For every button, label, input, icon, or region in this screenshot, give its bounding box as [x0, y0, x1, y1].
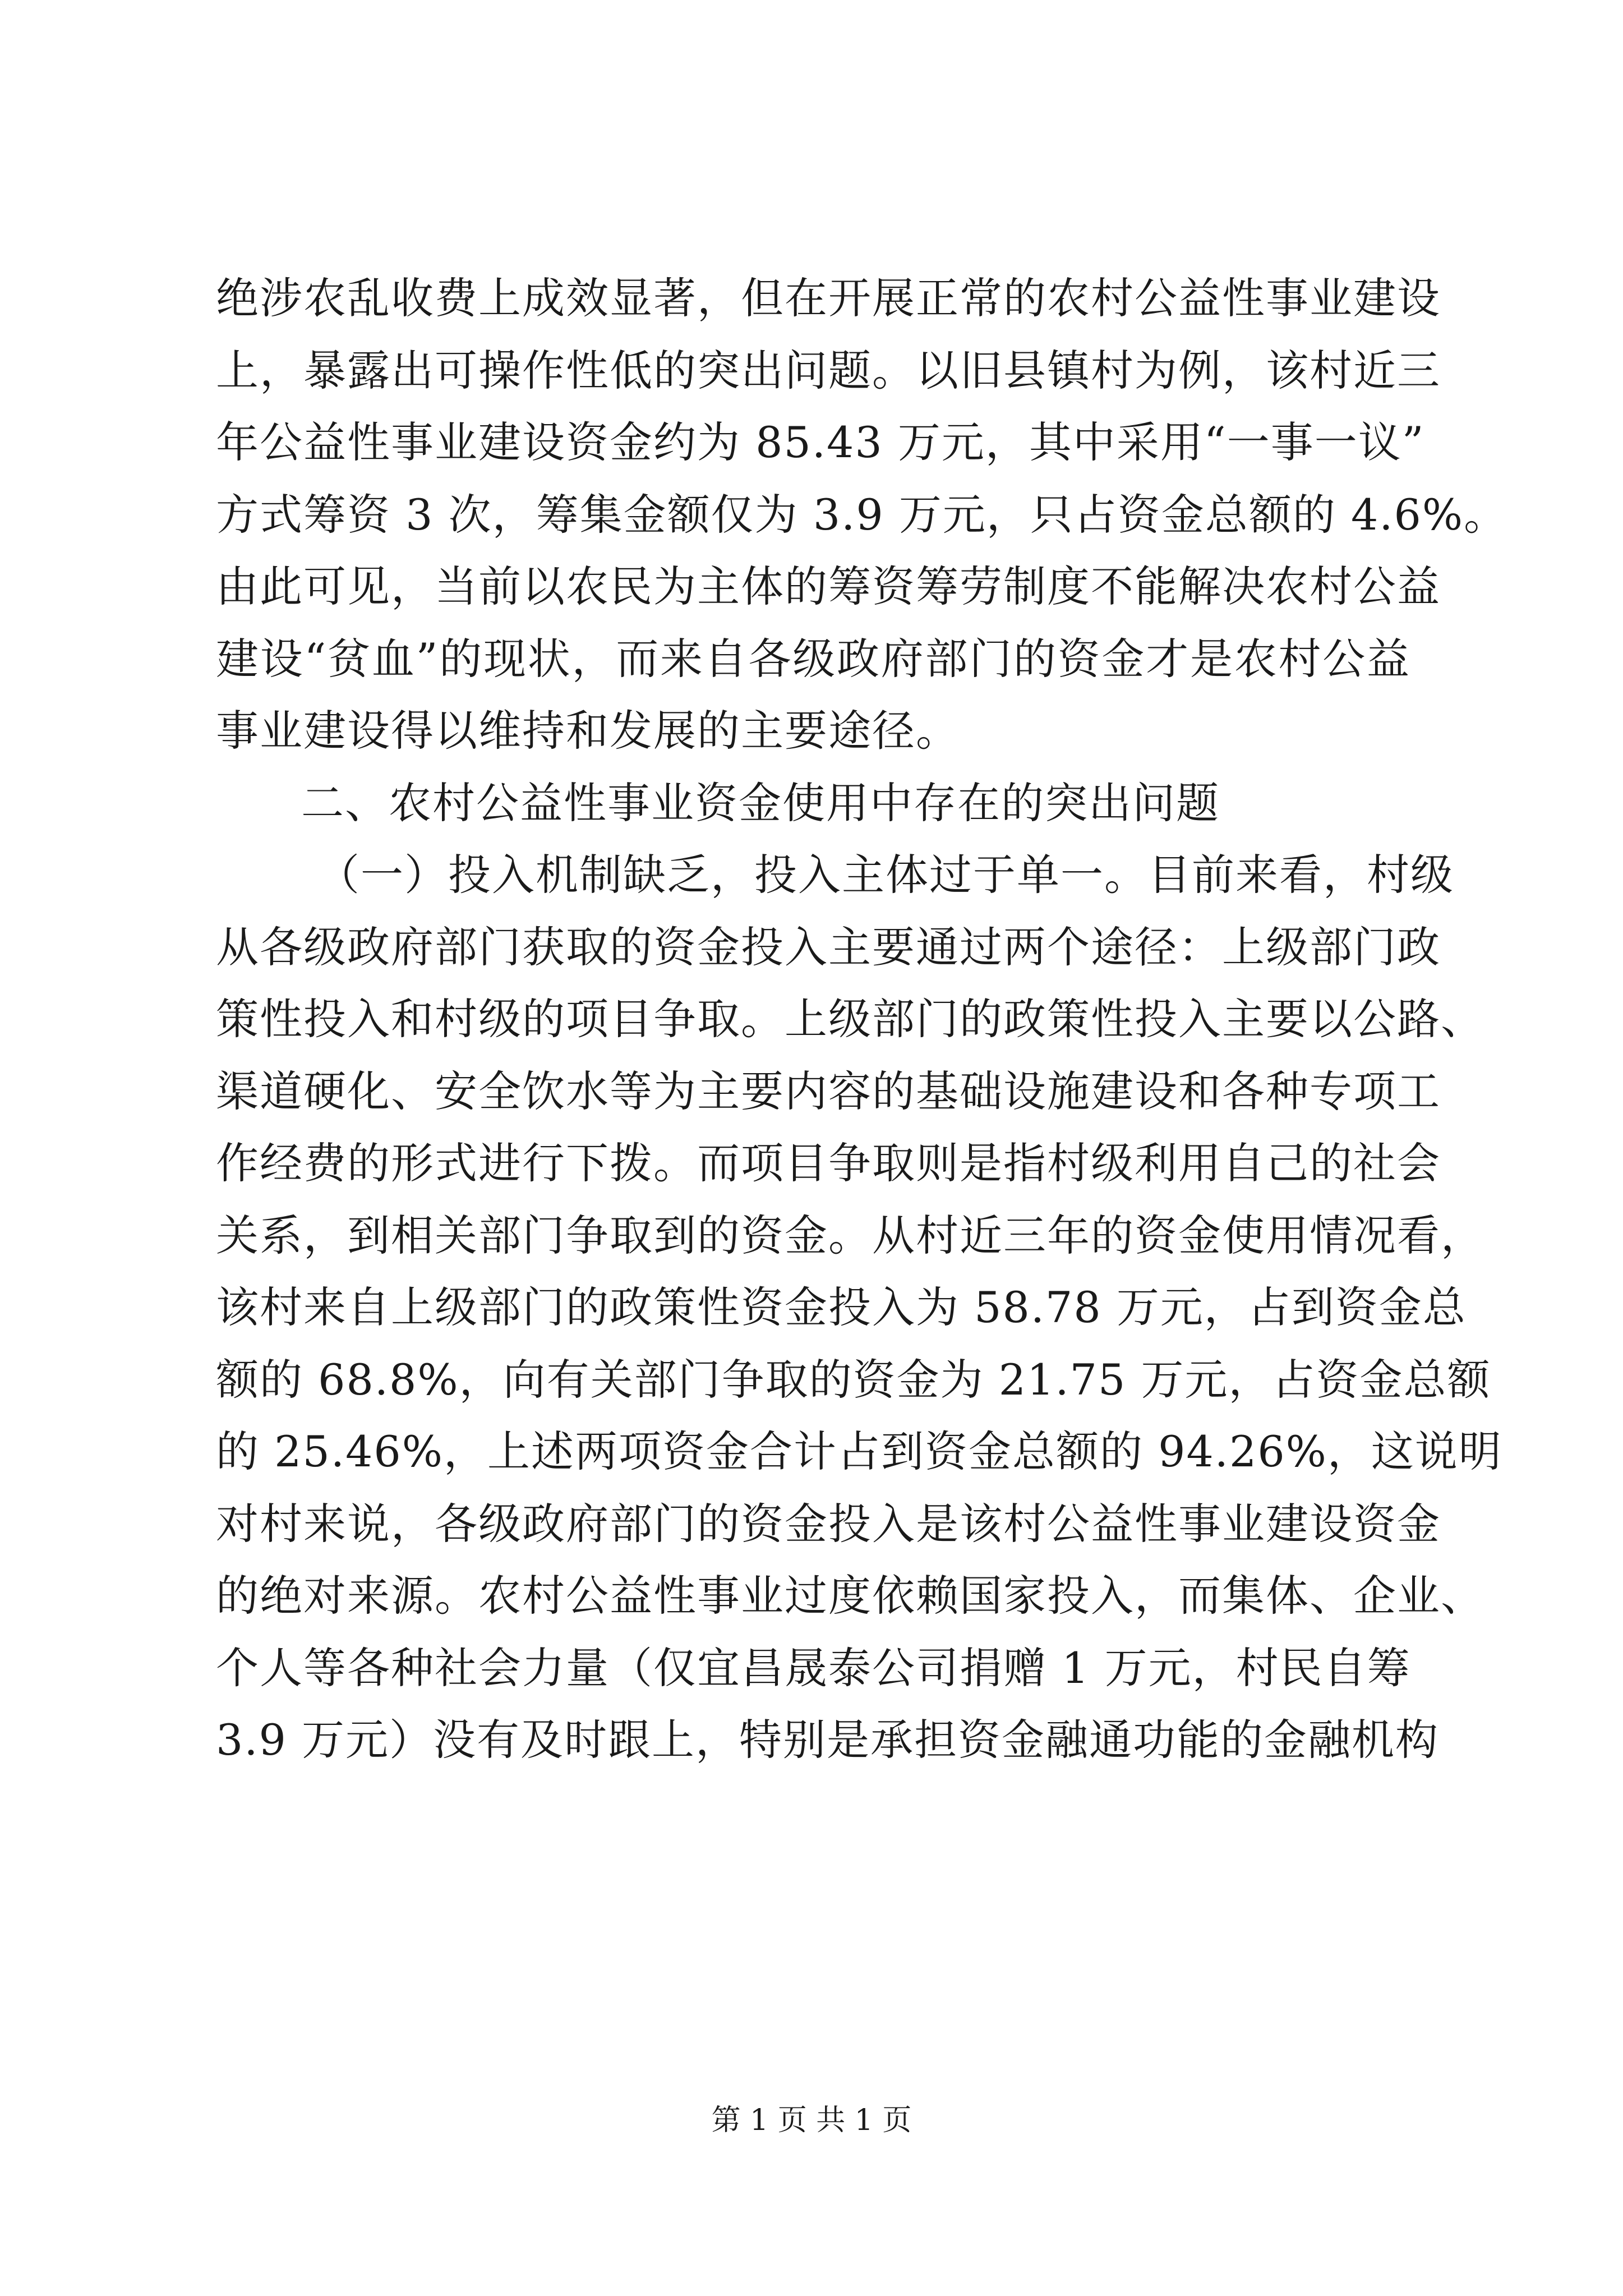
text-line: 该村来自上级部门的政策性资金投入为 58.78 万元，占到资金总: [216, 1282, 1467, 1332]
text-line: 额的 68.8%，向有关部门争取的资金为 21.75 万元，占资金总额: [216, 1354, 1491, 1405]
text-line: 绝涉农乱收费上成效显著，但在开展正常的农村公益性事业建设: [216, 273, 1441, 323]
text-line: 建设“贫血”的现状，而来自各级政府部门的资金才是农村公益: [216, 633, 1410, 684]
text-line: 渠道硬化、安全饮水等为主要内容的基础设施建设和各种专项工: [216, 1066, 1441, 1116]
text-line: 策性投入和村级的项目争取。上级部门的政策性投入主要以公路、: [216, 994, 1484, 1044]
text-line: 的绝对来源。农村公益性事业过度依赖国家投入，而集体、企业、: [216, 1571, 1484, 1621]
text-line: 个人等各种社会力量（仅宜昌晟泰公司捐赠 1 万元，村民自筹: [216, 1642, 1411, 1693]
text-line: 上，暴露出可操作性低的突出问题。以旧县镇村为例，该村近三: [216, 345, 1441, 395]
page-number-label: 第 1 页 共 1 页: [711, 2104, 912, 2137]
text-line: 对村来说，各级政府部门的资金投入是该村公益性事业建设资金: [216, 1498, 1441, 1549]
text-line: 关系，到相关部门争取到的资金。从村近三年的资金使用情况看，: [216, 1210, 1484, 1260]
body-text: [216, 263, 1508, 1777]
text-line: 3.9 万元）没有及时跟上，特别是承担资金融通功能的金融机构: [216, 1715, 1440, 1765]
text-line: 年公益性事业建设资金约为 85.43 万元，其中采用“一事一议”: [216, 417, 1425, 467]
text-line: 方式筹资 3 次，筹集金额仅为 3.9 万元，只占资金总额的 4.6%。: [216, 489, 1508, 540]
text-line: 的 25.46%，上述两项资金合计占到资金总额的 94.26%，这说明: [216, 1427, 1502, 1476]
text-line: 由此可见，当前以农民为主体的筹资筹劳制度不能解决农村公益: [216, 562, 1441, 611]
section-heading: 二、农村公益性事业资金使用中存在的突出问题: [301, 777, 1220, 828]
text-line: 从各级政府部门获取的资金投入主要通过两个途径：上级部门政: [216, 922, 1441, 972]
subsection-heading-line: （一）投入机制缺乏，投入主体过于单一。目前来看，村级: [317, 850, 1454, 900]
text-line: 事业建设得以维持和发展的主要途径。: [216, 706, 960, 756]
text-line: 作经费的形式进行下拨。而项目争取则是指村级利用自己的社会: [216, 1138, 1441, 1188]
page-footer: [0, 2101, 1623, 2140]
